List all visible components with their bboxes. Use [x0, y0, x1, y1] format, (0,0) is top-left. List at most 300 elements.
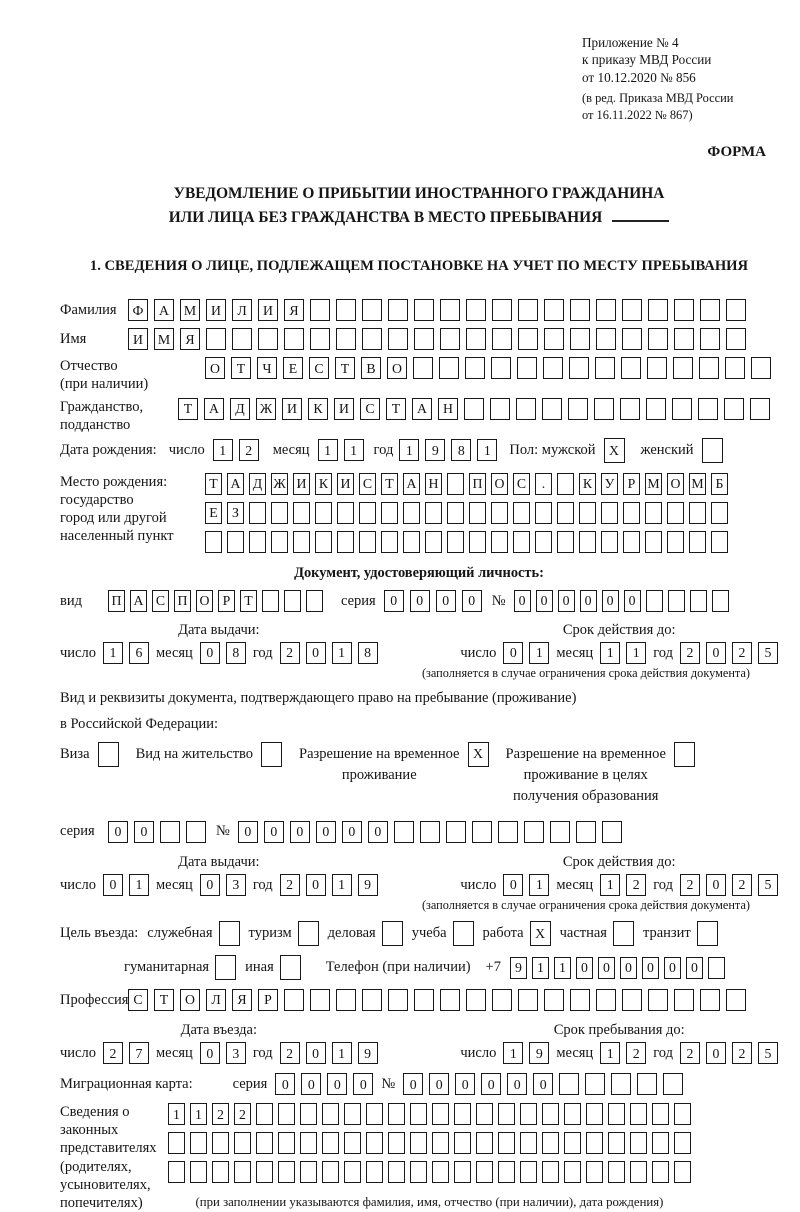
char-cell[interactable] [557, 473, 574, 495]
char-cell[interactable]: О [667, 473, 684, 495]
char-cell[interactable] [564, 1132, 581, 1154]
char-cell[interactable]: 9 [358, 1042, 378, 1064]
char-cell[interactable] [414, 299, 434, 321]
char-cell[interactable]: . [535, 473, 552, 495]
char-cell[interactable]: 0 [620, 957, 637, 979]
char-cell[interactable] [215, 955, 236, 980]
char-cell[interactable] [672, 398, 692, 420]
char-cell[interactable] [652, 1103, 669, 1125]
char-cell[interactable]: 2 [239, 439, 259, 461]
char-cell[interactable] [542, 398, 562, 420]
char-cell[interactable]: 9 [510, 957, 527, 979]
char-cell[interactable] [570, 989, 590, 1011]
char-cell[interactable] [700, 328, 720, 350]
char-cell[interactable] [362, 328, 382, 350]
char-cell[interactable]: А [154, 299, 174, 321]
char-cell[interactable] [630, 1161, 647, 1183]
char-cell[interactable]: 1 [344, 439, 364, 461]
char-cell[interactable] [630, 1103, 647, 1125]
char-cell[interactable]: И [206, 299, 226, 321]
char-cell[interactable] [708, 957, 725, 979]
char-cell[interactable]: А [403, 473, 420, 495]
char-cell[interactable] [674, 1161, 691, 1183]
char-cell[interactable] [568, 398, 588, 420]
char-cell[interactable] [256, 1103, 273, 1125]
char-cell[interactable] [344, 1132, 361, 1154]
char-cell[interactable]: Р [623, 473, 640, 495]
char-cell[interactable]: 0 [306, 1042, 326, 1064]
char-cell[interactable] [697, 921, 718, 946]
char-cell[interactable]: 1 [332, 1042, 352, 1064]
char-cell[interactable]: Т [335, 357, 355, 379]
char-cell[interactable] [667, 531, 684, 553]
char-cell[interactable] [648, 989, 668, 1011]
char-cell[interactable] [646, 590, 663, 612]
char-cell[interactable] [362, 299, 382, 321]
char-cell[interactable] [447, 531, 464, 553]
char-cell[interactable] [262, 590, 279, 612]
char-cell[interactable] [751, 357, 771, 379]
char-cell[interactable] [366, 1103, 383, 1125]
char-cell[interactable] [579, 502, 596, 524]
char-cell[interactable]: X [530, 921, 551, 946]
char-cell[interactable] [410, 1161, 427, 1183]
char-cell[interactable]: И [334, 398, 354, 420]
char-cell[interactable]: И [282, 398, 302, 420]
char-cell[interactable] [234, 1161, 251, 1183]
char-cell[interactable]: 0 [706, 642, 726, 664]
char-cell[interactable]: 1 [318, 439, 338, 461]
char-cell[interactable]: 0 [503, 642, 523, 664]
char-cell[interactable]: П [174, 590, 191, 612]
char-cell[interactable] [476, 1103, 493, 1125]
char-cell[interactable]: X [604, 438, 625, 463]
char-cell[interactable] [520, 1103, 537, 1125]
char-cell[interactable] [490, 398, 510, 420]
char-cell[interactable]: 0 [264, 821, 284, 843]
char-cell[interactable] [498, 821, 518, 843]
char-cell[interactable]: Я [232, 989, 252, 1011]
char-cell[interactable] [726, 328, 746, 350]
char-cell[interactable]: К [579, 473, 596, 495]
char-cell[interactable] [359, 502, 376, 524]
char-cell[interactable]: С [309, 357, 329, 379]
char-cell[interactable] [366, 1132, 383, 1154]
char-cell[interactable]: Я [180, 328, 200, 350]
char-cell[interactable]: М [645, 473, 662, 495]
char-cell[interactable]: 2 [732, 1042, 752, 1064]
char-cell[interactable] [517, 357, 537, 379]
char-cell[interactable] [667, 502, 684, 524]
char-cell[interactable]: 2 [680, 874, 700, 896]
char-cell[interactable] [469, 531, 486, 553]
char-cell[interactable] [337, 502, 354, 524]
char-cell[interactable] [700, 989, 720, 1011]
char-cell[interactable]: С [359, 473, 376, 495]
char-cell[interactable] [432, 1103, 449, 1125]
char-cell[interactable] [585, 1073, 605, 1095]
char-cell[interactable]: 1 [529, 874, 549, 896]
char-cell[interactable]: 2 [280, 1042, 300, 1064]
char-cell[interactable]: 9 [529, 1042, 549, 1064]
char-cell[interactable]: 2 [280, 874, 300, 896]
char-cell[interactable] [388, 1132, 405, 1154]
char-cell[interactable] [498, 1161, 515, 1183]
char-cell[interactable] [520, 1161, 537, 1183]
char-cell[interactable] [284, 590, 301, 612]
char-cell[interactable] [674, 1132, 691, 1154]
char-cell[interactable]: 0 [664, 957, 681, 979]
char-cell[interactable]: 2 [212, 1103, 229, 1125]
char-cell[interactable]: 1 [477, 439, 497, 461]
char-cell[interactable] [699, 357, 719, 379]
char-cell[interactable]: 2 [626, 874, 646, 896]
char-cell[interactable]: 1 [529, 642, 549, 664]
char-cell[interactable]: Ф [128, 299, 148, 321]
char-cell[interactable]: 8 [226, 642, 246, 664]
char-cell[interactable] [337, 531, 354, 553]
char-cell[interactable] [726, 299, 746, 321]
char-cell[interactable] [726, 989, 746, 1011]
char-cell[interactable]: 3 [226, 1042, 246, 1064]
char-cell[interactable] [689, 502, 706, 524]
char-cell[interactable]: 8 [358, 642, 378, 664]
char-cell[interactable] [234, 1132, 251, 1154]
char-cell[interactable]: 1 [626, 642, 646, 664]
char-cell[interactable] [646, 398, 666, 420]
char-cell[interactable] [306, 590, 323, 612]
char-cell[interactable]: Р [218, 590, 235, 612]
char-cell[interactable]: П [108, 590, 125, 612]
char-cell[interactable] [310, 299, 330, 321]
char-cell[interactable]: И [337, 473, 354, 495]
char-cell[interactable]: 2 [234, 1103, 251, 1125]
char-cell[interactable]: 0 [462, 590, 482, 612]
char-cell[interactable] [249, 531, 266, 553]
char-cell[interactable] [648, 328, 668, 350]
char-cell[interactable] [232, 328, 252, 350]
char-cell[interactable] [645, 502, 662, 524]
char-cell[interactable]: 0 [706, 1042, 726, 1064]
char-cell[interactable] [491, 531, 508, 553]
char-cell[interactable] [724, 398, 744, 420]
char-cell[interactable] [698, 398, 718, 420]
char-cell[interactable]: М [180, 299, 200, 321]
char-cell[interactable]: 0 [200, 642, 220, 664]
char-cell[interactable]: 0 [533, 1073, 553, 1095]
char-cell[interactable]: С [513, 473, 530, 495]
char-cell[interactable] [190, 1132, 207, 1154]
char-cell[interactable]: С [360, 398, 380, 420]
char-cell[interactable] [447, 502, 464, 524]
char-cell[interactable] [432, 1161, 449, 1183]
char-cell[interactable]: 0 [503, 874, 523, 896]
char-cell[interactable]: Ж [271, 473, 288, 495]
char-cell[interactable]: К [315, 473, 332, 495]
char-cell[interactable] [492, 328, 512, 350]
char-cell[interactable] [300, 1103, 317, 1125]
char-cell[interactable]: А [227, 473, 244, 495]
char-cell[interactable] [280, 955, 301, 980]
char-cell[interactable]: 1 [332, 642, 352, 664]
char-cell[interactable]: И [128, 328, 148, 350]
char-cell[interactable]: 0 [514, 590, 531, 612]
char-cell[interactable]: 2 [680, 642, 700, 664]
char-cell[interactable] [524, 821, 544, 843]
char-cell[interactable]: О [180, 989, 200, 1011]
char-cell[interactable] [300, 1132, 317, 1154]
char-cell[interactable] [322, 1161, 339, 1183]
char-cell[interactable] [293, 531, 310, 553]
char-cell[interactable] [674, 1103, 691, 1125]
char-cell[interactable] [711, 502, 728, 524]
char-cell[interactable] [559, 1073, 579, 1095]
char-cell[interactable]: 1 [190, 1103, 207, 1125]
char-cell[interactable] [491, 357, 511, 379]
char-cell[interactable] [601, 502, 618, 524]
char-cell[interactable] [186, 821, 206, 843]
char-cell[interactable] [168, 1132, 185, 1154]
char-cell[interactable] [652, 1132, 669, 1154]
char-cell[interactable] [439, 357, 459, 379]
char-cell[interactable] [674, 742, 695, 767]
char-cell[interactable]: 0 [290, 821, 310, 843]
char-cell[interactable] [249, 502, 266, 524]
char-cell[interactable]: Ж [256, 398, 276, 420]
char-cell[interactable]: Д [230, 398, 250, 420]
char-cell[interactable] [344, 1161, 361, 1183]
char-cell[interactable]: Л [206, 989, 226, 1011]
char-cell[interactable]: Ч [257, 357, 277, 379]
char-cell[interactable]: И [258, 299, 278, 321]
char-cell[interactable]: 2 [103, 1042, 123, 1064]
char-cell[interactable]: 8 [451, 439, 471, 461]
char-cell[interactable]: 0 [642, 957, 659, 979]
char-cell[interactable] [586, 1103, 603, 1125]
char-cell[interactable] [702, 438, 723, 463]
char-cell[interactable] [472, 821, 492, 843]
char-cell[interactable] [622, 299, 642, 321]
char-cell[interactable]: 0 [327, 1073, 347, 1095]
char-cell[interactable] [613, 921, 634, 946]
char-cell[interactable] [414, 328, 434, 350]
char-cell[interactable] [576, 821, 596, 843]
char-cell[interactable] [284, 989, 304, 1011]
char-cell[interactable] [513, 502, 530, 524]
char-cell[interactable] [570, 299, 590, 321]
char-cell[interactable] [645, 531, 662, 553]
char-cell[interactable]: К [308, 398, 328, 420]
char-cell[interactable]: Д [249, 473, 266, 495]
char-cell[interactable] [608, 1132, 625, 1154]
char-cell[interactable] [622, 328, 642, 350]
char-cell[interactable]: Т [154, 989, 174, 1011]
char-cell[interactable] [278, 1103, 295, 1125]
char-cell[interactable] [278, 1132, 295, 1154]
char-cell[interactable]: 0 [316, 821, 336, 843]
char-cell[interactable]: 1 [600, 874, 620, 896]
char-cell[interactable] [518, 989, 538, 1011]
char-cell[interactable]: 1 [399, 439, 419, 461]
char-cell[interactable] [542, 1132, 559, 1154]
char-cell[interactable] [596, 299, 616, 321]
char-cell[interactable] [261, 742, 282, 767]
char-cell[interactable]: 0 [558, 590, 575, 612]
char-cell[interactable] [410, 1103, 427, 1125]
char-cell[interactable] [464, 398, 484, 420]
char-cell[interactable] [388, 1161, 405, 1183]
char-cell[interactable] [206, 328, 226, 350]
char-cell[interactable]: А [130, 590, 147, 612]
char-cell[interactable] [557, 531, 574, 553]
char-cell[interactable]: 0 [353, 1073, 373, 1095]
char-cell[interactable] [205, 531, 222, 553]
char-cell[interactable] [674, 299, 694, 321]
char-cell[interactable] [258, 328, 278, 350]
char-cell[interactable] [425, 531, 442, 553]
char-cell[interactable]: Т [205, 473, 222, 495]
char-cell[interactable] [336, 989, 356, 1011]
char-cell[interactable] [689, 531, 706, 553]
char-cell[interactable] [476, 1161, 493, 1183]
char-cell[interactable] [544, 299, 564, 321]
char-cell[interactable]: О [196, 590, 213, 612]
char-cell[interactable] [544, 328, 564, 350]
char-cell[interactable] [608, 1103, 625, 1125]
char-cell[interactable] [322, 1103, 339, 1125]
char-cell[interactable] [190, 1161, 207, 1183]
char-cell[interactable]: 0 [455, 1073, 475, 1095]
char-cell[interactable] [362, 989, 382, 1011]
char-cell[interactable]: 2 [732, 642, 752, 664]
char-cell[interactable]: Н [425, 473, 442, 495]
char-cell[interactable] [440, 328, 460, 350]
char-cell[interactable] [256, 1132, 273, 1154]
char-cell[interactable]: 2 [680, 1042, 700, 1064]
char-cell[interactable] [542, 1161, 559, 1183]
char-cell[interactable]: 0 [368, 821, 388, 843]
char-cell[interactable] [602, 821, 622, 843]
char-cell[interactable]: У [601, 473, 618, 495]
char-cell[interactable]: 0 [275, 1073, 295, 1095]
char-cell[interactable] [564, 1161, 581, 1183]
char-cell[interactable]: М [689, 473, 706, 495]
char-cell[interactable] [663, 1073, 683, 1095]
char-cell[interactable]: 0 [686, 957, 703, 979]
char-cell[interactable] [366, 1161, 383, 1183]
char-cell[interactable] [492, 299, 512, 321]
char-cell[interactable] [420, 821, 440, 843]
char-cell[interactable]: 0 [301, 1073, 321, 1095]
char-cell[interactable] [446, 821, 466, 843]
char-cell[interactable]: 0 [624, 590, 641, 612]
char-cell[interactable] [315, 531, 332, 553]
char-cell[interactable] [394, 821, 414, 843]
char-cell[interactable]: П [469, 473, 486, 495]
char-cell[interactable] [388, 299, 408, 321]
char-cell[interactable] [469, 502, 486, 524]
char-cell[interactable] [410, 1132, 427, 1154]
char-cell[interactable]: 0 [200, 1042, 220, 1064]
char-cell[interactable]: 0 [706, 874, 726, 896]
char-cell[interactable]: 0 [536, 590, 553, 612]
char-cell[interactable] [673, 357, 693, 379]
char-cell[interactable] [535, 502, 552, 524]
char-cell[interactable]: 2 [626, 1042, 646, 1064]
char-cell[interactable]: 1 [129, 874, 149, 896]
char-cell[interactable]: 5 [758, 642, 778, 664]
char-cell[interactable] [712, 590, 729, 612]
char-cell[interactable]: З [227, 502, 244, 524]
char-cell[interactable] [447, 473, 464, 495]
char-cell[interactable]: 2 [732, 874, 752, 896]
char-cell[interactable] [98, 742, 119, 767]
char-cell[interactable]: С [128, 989, 148, 1011]
char-cell[interactable] [594, 398, 614, 420]
char-cell[interactable] [212, 1132, 229, 1154]
char-cell[interactable] [336, 299, 356, 321]
char-cell[interactable] [425, 502, 442, 524]
char-cell[interactable]: 0 [238, 821, 258, 843]
char-cell[interactable] [674, 328, 694, 350]
char-cell[interactable] [271, 531, 288, 553]
char-cell[interactable] [652, 1161, 669, 1183]
char-cell[interactable] [637, 1073, 657, 1095]
char-cell[interactable] [586, 1161, 603, 1183]
char-cell[interactable] [381, 531, 398, 553]
char-cell[interactable]: Е [205, 502, 222, 524]
char-cell[interactable] [476, 1132, 493, 1154]
char-cell[interactable]: 1 [168, 1103, 185, 1125]
char-cell[interactable]: 0 [429, 1073, 449, 1095]
char-cell[interactable] [596, 989, 616, 1011]
char-cell[interactable] [256, 1161, 273, 1183]
char-cell[interactable]: 0 [580, 590, 597, 612]
char-cell[interactable] [271, 502, 288, 524]
char-cell[interactable] [403, 531, 420, 553]
char-cell[interactable] [542, 1103, 559, 1125]
char-cell[interactable]: 0 [306, 874, 326, 896]
char-cell[interactable] [630, 1132, 647, 1154]
char-cell[interactable] [454, 1161, 471, 1183]
char-cell[interactable]: Т [381, 473, 398, 495]
char-cell[interactable]: Т [240, 590, 257, 612]
char-cell[interactable] [310, 989, 330, 1011]
char-cell[interactable]: 1 [600, 1042, 620, 1064]
char-cell[interactable] [690, 590, 707, 612]
char-cell[interactable]: 0 [410, 590, 430, 612]
char-cell[interactable] [298, 921, 319, 946]
char-cell[interactable] [300, 1161, 317, 1183]
char-cell[interactable]: 0 [108, 821, 128, 843]
char-cell[interactable] [278, 1161, 295, 1183]
char-cell[interactable]: 3 [226, 874, 246, 896]
char-cell[interactable] [579, 531, 596, 553]
char-cell[interactable] [491, 502, 508, 524]
char-cell[interactable] [623, 531, 640, 553]
char-cell[interactable]: М [154, 328, 174, 350]
char-cell[interactable]: 0 [436, 590, 456, 612]
char-cell[interactable]: Т [386, 398, 406, 420]
char-cell[interactable] [344, 1103, 361, 1125]
char-cell[interactable]: Р [258, 989, 278, 1011]
char-cell[interactable] [315, 502, 332, 524]
char-cell[interactable] [498, 1132, 515, 1154]
char-cell[interactable]: Т [178, 398, 198, 420]
char-cell[interactable]: 0 [602, 590, 619, 612]
char-cell[interactable]: 0 [403, 1073, 423, 1095]
char-cell[interactable] [466, 328, 486, 350]
